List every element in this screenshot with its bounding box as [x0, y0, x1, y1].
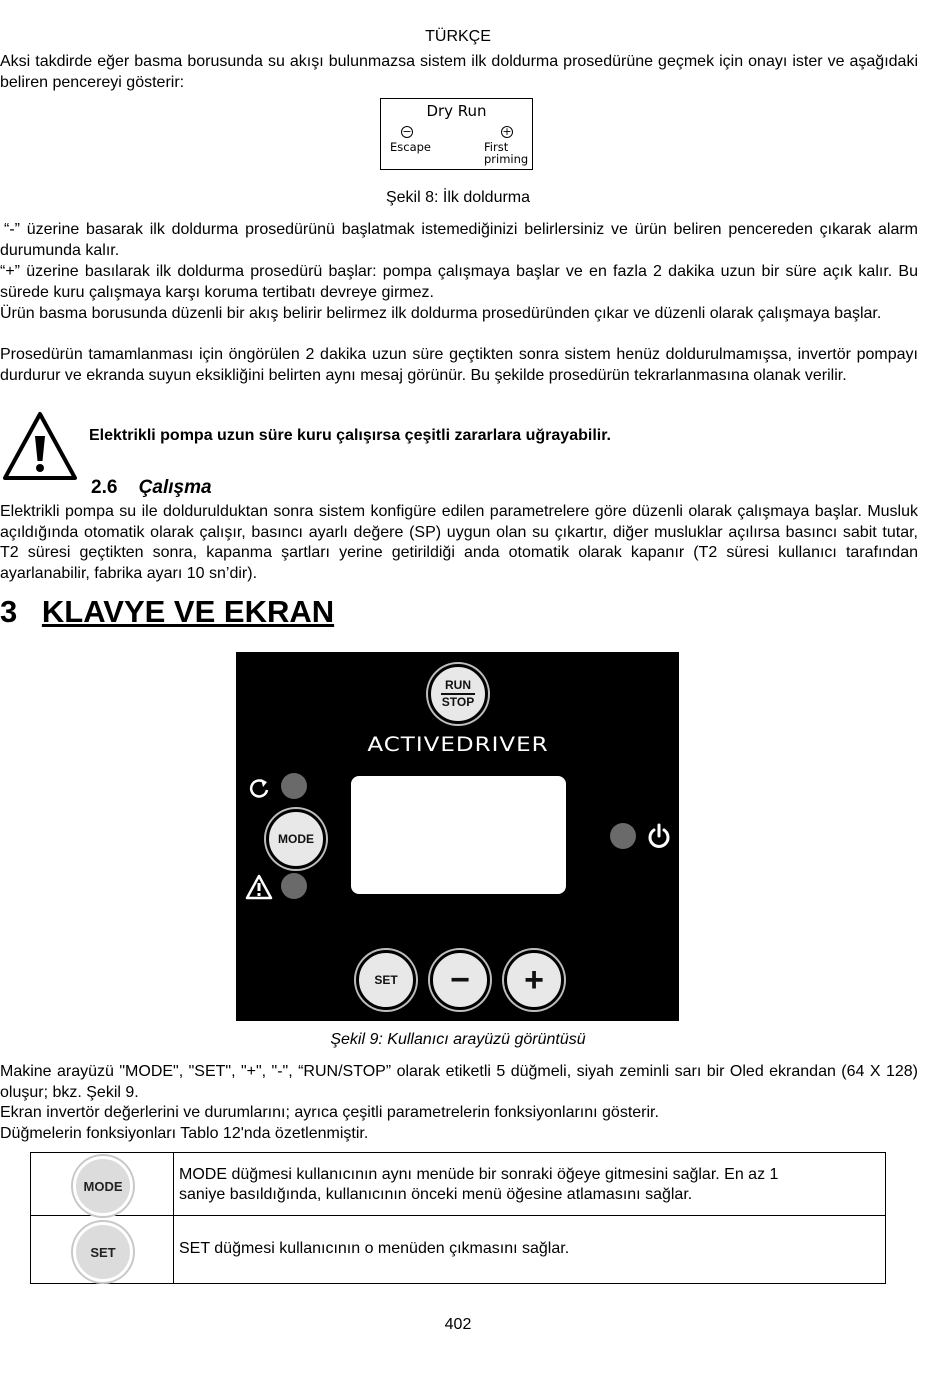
first-label: First — [484, 140, 509, 154]
brand-logo: ACTIVEDRIVER — [367, 733, 549, 757]
minus-button[interactable] — [430, 950, 490, 1010]
table-set-label: SET — [90, 1244, 116, 1260]
paragraph-minus: “-” üzerine basarak ilk doldurma prosedürünü başlatmak istemediğinizi belirlersiniz ve ürün beliren pencereden çıkarak alarm durumunda kalır. — [0, 221, 918, 259]
intro-paragraph: Aksi takdirde eğer basma borusunda su akışı bulunmazsa sistem ilk doldurma prosedürüne geçmek için onayı ister ve aşağıdaki beliren pencereyi gösterir: — [0, 53, 918, 91]
status-led-alarm — [281, 873, 307, 899]
description-display: Ekran invertör değerlerini ve durumlarını; ayrıca çeşitli parametrelerin fonksiyonlarını gösterir. — [0, 1104, 659, 1121]
section-3-heading — [0, 594, 334, 630]
set-label: SET — [374, 973, 398, 987]
section-3-number: 3 — [0, 594, 18, 629]
minus-circle-icon: − — [402, 125, 412, 138]
run-label: RUN — [445, 678, 471, 692]
table-row-mode-text — [179, 1165, 778, 1205]
mode-text-line1: MODE düğmesi kullanıcının aynı menüde bir sonraki öğeye gitmesini sağlar. En az 1 — [179, 1166, 779, 1183]
page-number: 402 — [444, 1316, 472, 1333]
table-column-divider — [173, 1153, 174, 1283]
power-icon — [646, 823, 672, 849]
dry-run-dialog — [380, 98, 533, 170]
paragraph-timeout: Prosedürün tamamlanması için öngörülen 2 dakika uzun süre geçtikten sonra sistem henüz doldurulmamışsa, invertör pompayı durdurur ve ekranda suyun eksikliğini belirten aynı mesaj görünür. Bu şekilde prosedürün tekrarlanmasına olanak verilir. — [0, 346, 918, 384]
section-3-title: KLAVYE VE EKRAN — [41, 594, 335, 629]
mode-button[interactable] — [266, 809, 326, 869]
table-mode-label: MODE — [83, 1178, 123, 1194]
description-buttons: Makine arayüzü "MODE", "SET", "+", "-", “RUN/STOP” olarak etiketli 5 düğmeli, siyah zeminli sarı bir Oled ekrandan (64 X 128) oluşur; bkz. Şekil 9. — [0, 1063, 918, 1101]
run-stop-button[interactable] — [428, 664, 488, 724]
section-2-6-body: Elektrikli pompa su ile doldurulduktan sonra sistem konfigüre edilen parametrelere göre düzenli olarak çalışmaya başlar. Musluk açıldığında otomatik olarak çalışır, basıncı ayarlı değere (SP) uygun olan su çıkartır, diğer musluklar açılırsa basıncı sabit tutar, T2 süresi geçtikten sonra, kapanma şartları yerine getirildiği anda otomatik olarak kapanır (T2 süresi kullanıcı tarafından ayarlanabilir, fabrika ayarı 10 sn’dir). — [0, 503, 918, 582]
figure-9-caption: Şekil 9: Kullanıcı arayüzü görüntüsü — [330, 1031, 586, 1048]
description-table-ref: Düğmelerin fonksiyonları Tablo 12'nda özetlenmiştir. — [0, 1125, 369, 1142]
table-mode-button-image — [73, 1156, 133, 1216]
section-number: 2.6 — [91, 477, 118, 498]
minus-label: − — [450, 961, 470, 999]
control-panel — [236, 652, 679, 1021]
section-title: Çalışma — [138, 477, 212, 498]
table-row-divider — [31, 1215, 885, 1216]
warning-text: Elektrikli pompa uzun süre kuru çalışırsa çeşitli zararlara uğrayabilir. — [89, 427, 611, 444]
section-2-6-heading — [91, 477, 212, 499]
priming-label: priming — [484, 152, 529, 166]
escape-label: Escape — [390, 140, 432, 154]
alarm-icon — [245, 874, 273, 900]
paragraph-flow: Ürün basma borusunda düzenli bir akış belirir belirmez ilk doldurma prosedüründen çıkar ve düzenli olarak çalışmaya başlar. — [0, 305, 882, 322]
language-header: TÜRKÇE — [425, 28, 491, 45]
table-set-button-image — [73, 1222, 133, 1282]
display-screen — [351, 776, 566, 894]
mode-label: MODE — [278, 832, 314, 846]
mode-text-line2: saniye basıldığında, kullanıcının önceki menü öğesine atlamasını sağlar. — [179, 1186, 693, 1203]
refresh-icon — [248, 777, 270, 799]
figure-8-caption: Şekil 8: İlk doldurma — [385, 189, 531, 206]
paragraph-plus: “+” üzerine basılarak ilk doldurma prosedürü başlar: pompa çalışmaya başlar ve en fazla 2 dakika uzun bir süre açık kalır. Bu sürede kuru çalışmaya karşı koruma tertibatı devreye girmez. — [0, 263, 918, 301]
dry-run-title: Dry Run — [426, 102, 487, 120]
warning-triangle-icon — [2, 410, 78, 482]
status-led-power — [610, 823, 636, 849]
stop-label: STOP — [441, 695, 475, 709]
plus-label: + — [524, 961, 544, 999]
plus-button[interactable] — [504, 950, 564, 1010]
button-function-table — [30, 1152, 886, 1284]
status-led-refresh — [281, 773, 307, 799]
set-button[interactable] — [356, 950, 416, 1010]
plus-circle-icon: + — [502, 125, 512, 138]
table-row-set-text: SET düğmesi kullanıcının o menüden çıkmasını sağlar. — [179, 1240, 570, 1257]
